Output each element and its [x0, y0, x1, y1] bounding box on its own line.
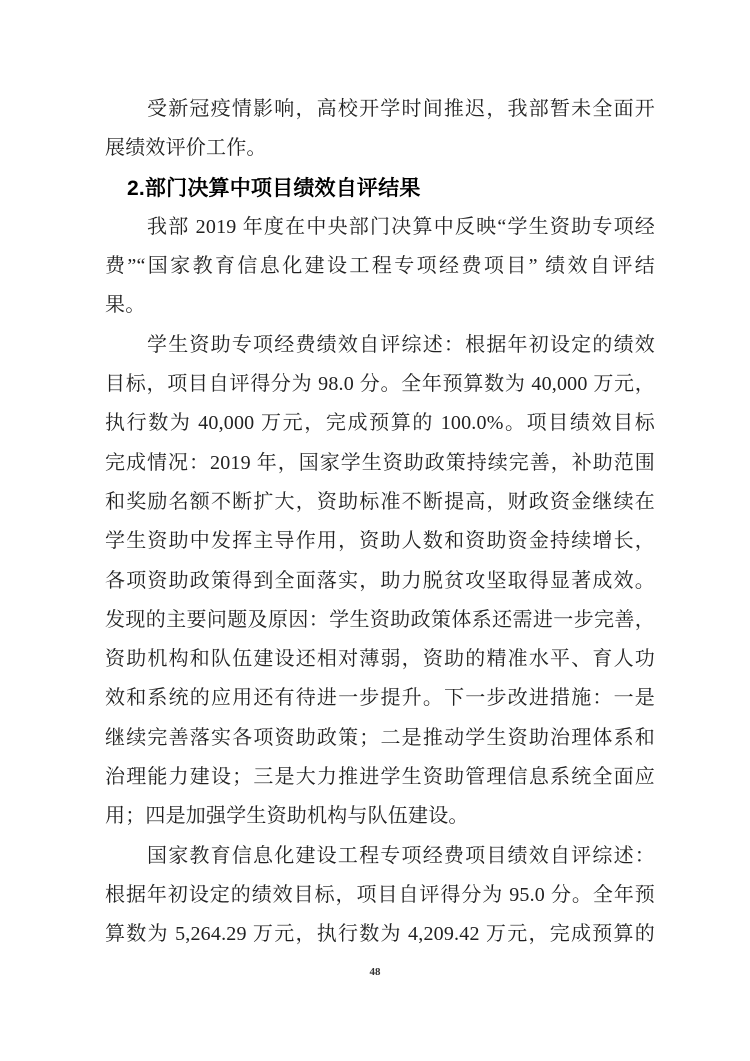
text-line: 资助机构和队伍建设还相对薄弱，资助的精准水平、育人功: [105, 648, 655, 671]
text-line: 效和系统的应用还有待进一步提升。下一步改进措施：一是: [105, 687, 655, 710]
text-line: 学生资助中发挥主导作用，资助人数和资助资金持续增长，: [105, 530, 655, 553]
text-line: 受新冠疫情影响，高校开学时间推迟，我部暂未全面开: [147, 98, 655, 120]
text-line: 发现的主要问题及原因：学生资助政策体系还需进一步完善，: [105, 608, 655, 631]
text-line: 各项资助政策得到全面落实，助力脱贫攻坚取得显著成效。: [105, 569, 655, 592]
text-line: 执行数为 40,000 万元，完成预算的 100.0%。项目绩效目标: [105, 412, 655, 435]
text-line: 果。: [105, 294, 146, 317]
text-block: [105, 90, 655, 955]
text-line: 算数为 5,264.29 万元，执行数为 4,209.42 万元，完成预算的: [105, 923, 655, 946]
text-line: 完成情况：2019 年，国家学生资助政策持续完善，补助范围: [105, 451, 655, 474]
page-number: 48: [369, 966, 381, 978]
text-line: 展绩效评价工作。: [105, 137, 267, 160]
text-line: 治理能力建设；三是大力推进学生资助管理信息系统全面应: [105, 766, 655, 789]
text-line: 目标，项目自评得分为 98.0 分。全年预算数为 40,000 万元，: [105, 373, 655, 396]
text-line: 和奖励名额不断扩大，资助标准不断提高，财政资金继续在: [105, 490, 655, 513]
text-line: 国家教育信息化建设工程专项经费项目绩效自评综述：: [147, 844, 655, 867]
text-line: 继续完善落实各项资助政策；二是推动学生资助治理体系和: [105, 726, 655, 749]
text-line: 学生资助专项经费绩效自评综述：根据年初设定的绩效: [147, 333, 655, 356]
text-line: 根据年初设定的绩效目标，项目自评得分为 95.0 分。全年预: [105, 883, 655, 906]
text-line: 费”“国家教育信息化建设工程专项经费项目” 绩效自评结: [105, 255, 655, 278]
section-heading: 2.部门决算中项目绩效自评结果: [127, 176, 421, 200]
text-line: 我部 2019 年度在中央部门决算中反映“学生资助专项经: [147, 215, 655, 238]
text-line: 用；四是加强学生资助机构与队伍建设。: [105, 805, 469, 828]
